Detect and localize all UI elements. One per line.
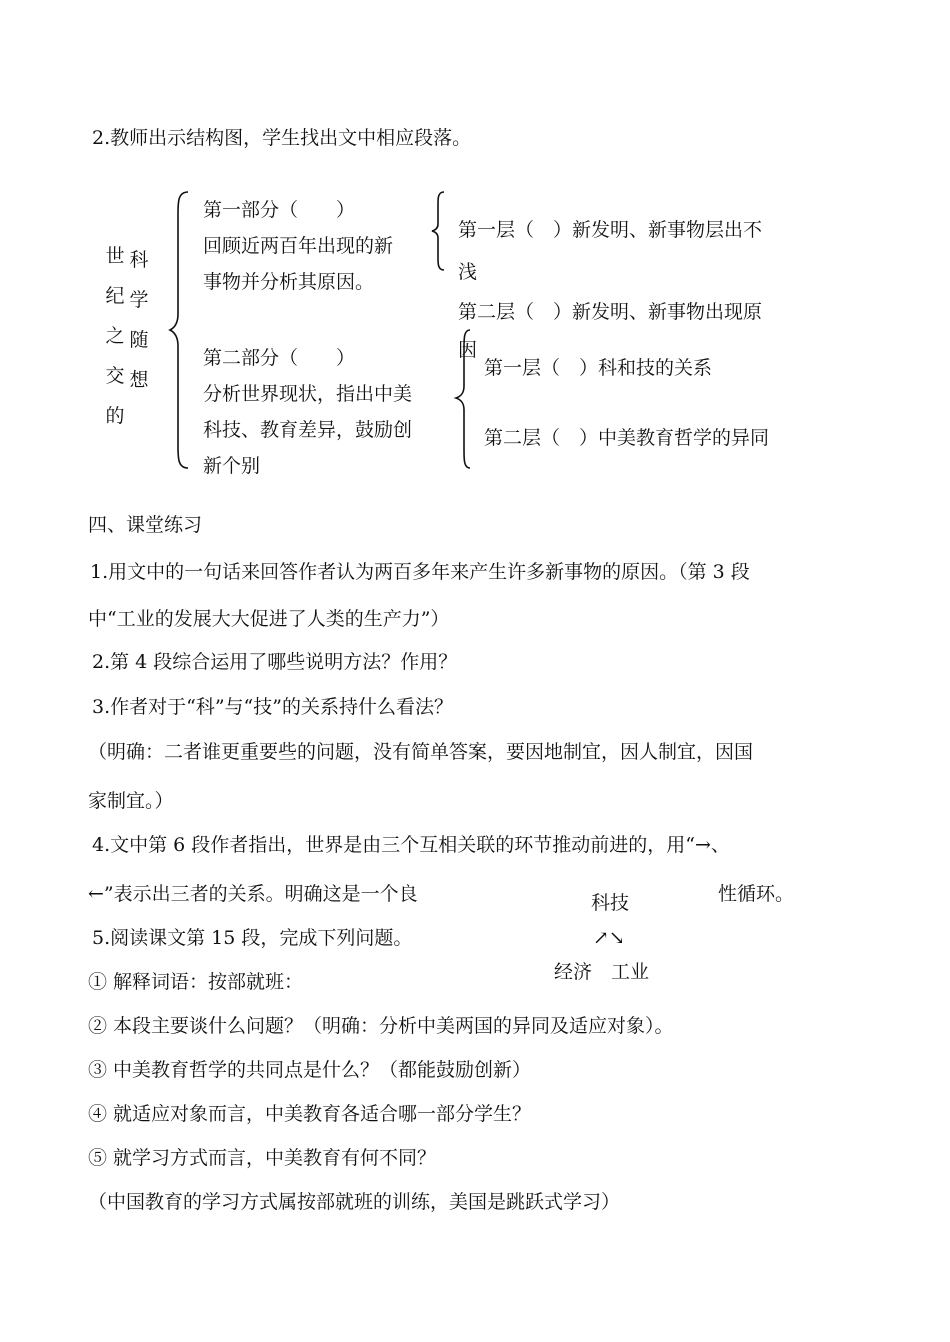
part1-desc-line2: 事物并分析其原因。	[203, 271, 375, 293]
part1-layer2-continued: 因	[458, 339, 478, 361]
part1-layer1-continued: 浅	[458, 261, 478, 283]
q1-line1: 1.用文中的一句话来回答作者认为两百多年来产生许多新事物的原因。（第 3 段	[90, 561, 750, 583]
part1-block	[203, 192, 453, 300]
part2-desc-line3: 新个别	[203, 455, 261, 477]
q3-answer-line1: （明确：二者谁更重要些的问题，没有简单答案，要因地制宜，因人制宜，因国	[88, 741, 754, 763]
part1-brace	[426, 190, 446, 272]
part1-title: 第一部分（ ）	[203, 199, 356, 221]
part2-layer1: 第一层（ ）科和技的关系	[484, 357, 713, 379]
cycle-arrows-icon: ↗↘	[593, 927, 625, 949]
part2-desc-line2: 科技、教育差异，鼓励创	[203, 419, 413, 441]
q2: 2.第 4 段综合运用了哪些说明方法？作用？	[92, 651, 458, 673]
section-4-heading: 四、课堂练习	[88, 514, 203, 536]
q5-item-2: ② 本段主要谈什么问题？（明确：分析中美两国的异同及适应对象）。	[88, 1015, 674, 1037]
q5-item-4: ④ 就适应对象而言，中美教育各适合哪一部分学生？	[88, 1103, 532, 1125]
part2-title: 第二部分（ ）	[203, 347, 356, 369]
q3: 3.作者对于“科”与“技”的关系持什么看法？	[92, 696, 453, 718]
part1-layer1: 第一层（ ）新发明、新事物层出不	[458, 219, 763, 241]
cycle-bottom-labels: 经济 工业	[554, 961, 650, 983]
root-column-left: 世 纪 之 交 的	[105, 245, 125, 427]
step-2-instruction: 2.教师出示结构图，学生找出文中相应段落。	[92, 127, 472, 149]
part1-layer2: 第二层（ ）新发明、新事物出现原	[458, 301, 763, 323]
part2-block	[203, 340, 453, 477]
cycle-top-label: 科技	[591, 892, 630, 914]
part2-layer2: 第二层（ ）中美教育哲学的异同	[484, 427, 770, 449]
q1-line2: 中“工业的发展大大促进了人类的生产力”）	[88, 608, 450, 630]
root-column-right: 科 学 随 想	[129, 249, 149, 391]
q3-answer-line2: 家制宜。）	[88, 790, 174, 812]
q5: 5.阅读课文第 15 段，完成下列问题。	[92, 927, 413, 949]
q4-line1: 4.文中第 6 段作者指出，世界是由三个互相关联的环节推动前进的，用“→、	[92, 834, 730, 856]
main-brace	[168, 190, 192, 470]
q5-item-3: ③ 中美教育哲学的共同点是什么？（都能鼓励创新）	[88, 1059, 532, 1081]
part2-desc-line1: 分析世界现状，指出中美	[203, 383, 413, 405]
part1-desc-line1: 回顾近两百年出现的新	[203, 235, 394, 257]
q5-item-5-answer: （中国教育的学习方式属按部就班的训练，美国是跳跃式学习）	[88, 1191, 621, 1213]
q4-line2-end: 性循环。	[718, 883, 795, 905]
q4-line2-start: ←”表示出三者的关系。明确这是一个良	[88, 883, 418, 905]
q5-item-5: ⑤ 就学习方式而言，中美教育有何不同？	[88, 1147, 437, 1169]
q5-item-1: ① 解释词语：按部就班：	[88, 971, 304, 993]
part2-brace	[450, 328, 474, 470]
